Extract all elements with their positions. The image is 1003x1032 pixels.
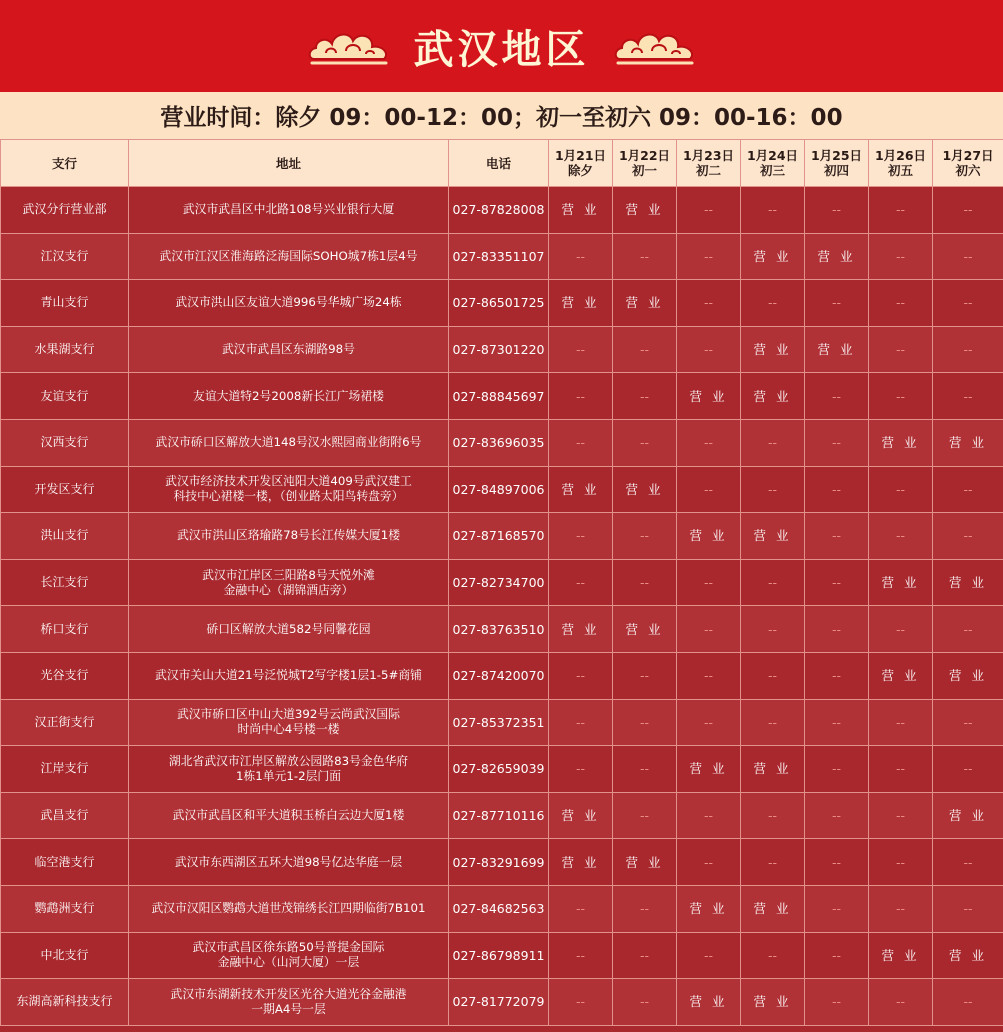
status-closed: --: [677, 419, 741, 466]
status-closed: --: [613, 233, 677, 280]
status-closed: --: [677, 792, 741, 839]
status-closed: --: [613, 932, 677, 979]
address-line: 武汉市关山大道21号泛悦城T2写字楼1层1-5#商铺: [155, 668, 422, 683]
status-closed: --: [869, 792, 933, 839]
branch-address: [129, 885, 449, 932]
status-closed: --: [805, 606, 869, 653]
status-closed: --: [677, 466, 741, 513]
address-line: 武汉市东西湖区五环大道98号亿达华庭一层: [174, 854, 403, 869]
table-row: [1, 792, 1003, 839]
status-open: 营 业: [613, 466, 677, 513]
status-closed: --: [613, 419, 677, 466]
header-day: 1月27日 初六: [933, 140, 1003, 187]
branch-name: 东湖高新科技支行: [1, 979, 129, 1026]
branch-phone: 027-83351107: [449, 233, 549, 280]
branch-phone: 027-87301220: [449, 326, 549, 373]
address-line: 武汉市武昌区东湖路98号: [222, 342, 355, 357]
status-closed: --: [933, 513, 1003, 560]
header-branch: 支行: [1, 140, 129, 187]
status-closed: --: [741, 280, 805, 327]
status-closed: --: [805, 699, 869, 746]
branch-address: [129, 746, 449, 793]
status-open: 营 业: [869, 932, 933, 979]
branch-address: [129, 792, 449, 839]
branch-name: 光谷支行: [1, 652, 129, 699]
branch-phone: 027-82659039: [449, 746, 549, 793]
status-open: 营 业: [741, 979, 805, 1026]
header-phone: 电话: [449, 140, 549, 187]
status-closed: --: [613, 979, 677, 1026]
branch-address: [129, 187, 449, 234]
status-open: 营 业: [549, 839, 613, 886]
status-closed: --: [677, 280, 741, 327]
status-closed: --: [869, 606, 933, 653]
status-open: 营 业: [549, 187, 613, 234]
status-closed: --: [869, 979, 933, 1026]
branch-phone: 027-87420070: [449, 652, 549, 699]
status-closed: --: [869, 326, 933, 373]
branch-name: 友谊支行: [1, 373, 129, 420]
header-day: 1月24日 初三: [741, 140, 805, 187]
status-closed: --: [805, 559, 869, 606]
address-line: 武汉市东湖新技术开发区光谷大道光谷金融港: [170, 986, 407, 1001]
branch-name: 临空港支行: [1, 839, 129, 886]
status-open: 营 业: [677, 746, 741, 793]
status-open: 营 业: [549, 606, 613, 653]
table-row: [1, 280, 1003, 327]
status-open: 营 业: [869, 419, 933, 466]
status-closed: --: [933, 280, 1003, 327]
branch-phone: 027-88845697: [449, 373, 549, 420]
address-line: 一期A4号一层: [251, 1001, 326, 1016]
table-row: [1, 699, 1003, 746]
status-closed: --: [933, 233, 1003, 280]
status-closed: --: [741, 932, 805, 979]
address-line: 武汉市武昌区中北路108号兴业银行大厦: [182, 202, 395, 217]
branch-phone: 027-87710116: [449, 792, 549, 839]
address-line: 湖北省武汉市江岸区解放公园路83号金色华府: [168, 753, 409, 768]
table-row: [1, 233, 1003, 280]
status-open: 营 业: [613, 839, 677, 886]
branch-address: [129, 419, 449, 466]
auspicious-cloud-left-icon: [306, 23, 392, 69]
status-closed: --: [549, 885, 613, 932]
status-open: 营 业: [869, 652, 933, 699]
status-open: 营 业: [805, 326, 869, 373]
status-closed: --: [869, 466, 933, 513]
status-open: 营 业: [741, 513, 805, 560]
branch-phone: 027-82734700: [449, 559, 549, 606]
status-closed: --: [549, 419, 613, 466]
table-row: [1, 652, 1003, 699]
status-closed: --: [549, 326, 613, 373]
table-header-row: [1, 140, 1003, 187]
address-line: 友谊大道特2号2008新长江广场裙楼: [193, 388, 384, 403]
branch-address: [129, 280, 449, 327]
address-line: 武汉市江汉区淮海路泛海国际SOHO城7栋1层4号: [159, 248, 418, 263]
status-closed: --: [677, 699, 741, 746]
branch-name: 汉西支行: [1, 419, 129, 466]
status-closed: --: [549, 233, 613, 280]
status-closed: --: [869, 187, 933, 234]
branch-name: 长江支行: [1, 559, 129, 606]
table-row: [1, 187, 1003, 234]
address-line: 武汉市硚口区中山大道392号云尚武汉国际: [176, 707, 401, 722]
address-line: 1栋1单元1-2层门面: [235, 768, 342, 783]
branch-name: 江汉支行: [1, 233, 129, 280]
status-closed: --: [933, 839, 1003, 886]
status-closed: --: [677, 233, 741, 280]
status-closed: --: [869, 280, 933, 327]
branch-phone: 027-85372351: [449, 699, 549, 746]
status-open: 营 业: [613, 280, 677, 327]
address-line: 金融中心（湖锦酒店旁）: [223, 582, 354, 597]
status-open: 营 业: [933, 932, 1003, 979]
branch-phone: 027-81772079: [449, 979, 549, 1026]
status-closed: --: [805, 466, 869, 513]
status-closed: --: [741, 652, 805, 699]
status-closed: --: [613, 746, 677, 793]
status-open: 营 业: [549, 792, 613, 839]
status-closed: --: [869, 839, 933, 886]
status-open: 营 业: [549, 466, 613, 513]
table-row: [1, 979, 1003, 1026]
branch-phone: 027-86798911: [449, 932, 549, 979]
status-closed: --: [549, 746, 613, 793]
title-row: [0, 0, 1003, 92]
status-closed: --: [741, 792, 805, 839]
status-closed: --: [549, 652, 613, 699]
status-closed: --: [613, 792, 677, 839]
branch-address: [129, 559, 449, 606]
address-line: 武汉市硚口区解放大道148号汉水熙园商业街附6号: [155, 435, 422, 450]
address-line: 武汉市洪山区珞瑜路78号长江传媒大厦1楼: [176, 528, 401, 543]
table-row: [1, 746, 1003, 793]
status-closed: --: [677, 932, 741, 979]
status-closed: --: [677, 326, 741, 373]
status-closed: --: [613, 373, 677, 420]
branch-name: 江岸支行: [1, 746, 129, 793]
address-line: 武汉市江岸区三阳路8号天悦外滩: [202, 567, 375, 582]
status-closed: --: [869, 746, 933, 793]
branch-address: [129, 513, 449, 560]
status-closed: --: [613, 559, 677, 606]
address-line: 时尚中心4号楼一楼: [237, 722, 340, 737]
table-row: [1, 466, 1003, 513]
status-open: 营 业: [741, 746, 805, 793]
status-closed: --: [869, 885, 933, 932]
status-closed: --: [805, 979, 869, 1026]
branch-address: [129, 326, 449, 373]
status-closed: --: [677, 187, 741, 234]
status-open: 营 业: [677, 885, 741, 932]
status-closed: --: [805, 652, 869, 699]
status-closed: --: [805, 419, 869, 466]
status-open: 营 业: [933, 652, 1003, 699]
status-closed: --: [805, 280, 869, 327]
branch-name: 水果湖支行: [1, 326, 129, 373]
branch-phone: 027-87828008: [449, 187, 549, 234]
status-closed: --: [613, 885, 677, 932]
branch-phone: 027-83696035: [449, 419, 549, 466]
status-closed: --: [613, 652, 677, 699]
business-hours: 营业时间：除夕 09：00-12：00；初一至初六 09：00-16：00: [0, 92, 1003, 141]
status-closed: --: [805, 932, 869, 979]
header-day: 1月21日 除夕: [549, 140, 613, 187]
status-closed: --: [933, 373, 1003, 420]
branch-address: [129, 699, 449, 746]
status-open: 营 业: [933, 559, 1003, 606]
status-closed: --: [677, 606, 741, 653]
address-line: 武汉市武昌区和平大道积玉桥白云边大厦1楼: [172, 808, 405, 823]
status-open: 营 业: [677, 373, 741, 420]
status-closed: --: [677, 559, 741, 606]
status-closed: --: [933, 466, 1003, 513]
status-closed: --: [805, 792, 869, 839]
header-day: 1月22日 初一: [613, 140, 677, 187]
branch-name: 开发区支行: [1, 466, 129, 513]
status-open: 营 业: [933, 792, 1003, 839]
branch-name: 武汉分行营业部: [1, 187, 129, 234]
status-closed: --: [613, 326, 677, 373]
table-row: [1, 932, 1003, 979]
status-closed: --: [741, 559, 805, 606]
branch-address: [129, 979, 449, 1026]
status-closed: --: [677, 839, 741, 886]
status-closed: --: [741, 839, 805, 886]
branch-address: [129, 466, 449, 513]
status-open: 营 业: [613, 187, 677, 234]
status-closed: --: [869, 513, 933, 560]
address-line: 科技中心裙楼一楼，（创业路太阳鸟转盘旁）: [173, 489, 404, 504]
header-day: 1月26日 初五: [869, 140, 933, 187]
status-closed: --: [549, 559, 613, 606]
page-title: 武汉地区: [413, 26, 590, 73]
branch-name: 鹦鹉洲支行: [1, 885, 129, 932]
branch-name: 洪山支行: [1, 513, 129, 560]
table-row: [1, 606, 1003, 653]
status-closed: --: [869, 373, 933, 420]
status-open: 营 业: [741, 233, 805, 280]
branch-name: 汉正街支行: [1, 699, 129, 746]
header-day: 1月25日 初四: [805, 140, 869, 187]
branch-address: [129, 839, 449, 886]
status-closed: --: [741, 606, 805, 653]
status-closed: --: [741, 419, 805, 466]
branch-phone: 027-87168570: [449, 513, 549, 560]
header-day: 1月23日 初二: [677, 140, 741, 187]
status-open: 营 业: [933, 419, 1003, 466]
table-row: [1, 839, 1003, 886]
status-closed: --: [805, 373, 869, 420]
branch-phone: 027-84897006: [449, 466, 549, 513]
status-closed: --: [549, 513, 613, 560]
table-row: [1, 326, 1003, 373]
status-open: 营 业: [677, 979, 741, 1026]
status-open: 营 业: [613, 606, 677, 653]
branch-phone: 027-83291699: [449, 839, 549, 886]
branch-name: 武昌支行: [1, 792, 129, 839]
status-open: 营 业: [741, 885, 805, 932]
branch-schedule-table: [0, 139, 1003, 1026]
table-body: [1, 187, 1003, 1026]
table-row: [1, 373, 1003, 420]
status-closed: --: [933, 885, 1003, 932]
branch-address: [129, 652, 449, 699]
status-closed: --: [805, 885, 869, 932]
status-closed: --: [933, 746, 1003, 793]
status-closed: --: [549, 932, 613, 979]
table-row: [1, 559, 1003, 606]
branch-address: [129, 233, 449, 280]
status-closed: --: [741, 466, 805, 513]
status-closed: --: [933, 606, 1003, 653]
auspicious-cloud-right-icon: [612, 23, 698, 69]
status-open: 营 业: [549, 280, 613, 327]
table-row: [1, 513, 1003, 560]
status-closed: --: [933, 187, 1003, 234]
status-closed: --: [869, 699, 933, 746]
branch-phone: 027-83763510: [449, 606, 549, 653]
branch-name: 桥口支行: [1, 606, 129, 653]
status-closed: --: [549, 699, 613, 746]
branch-phone: 027-84682563: [449, 885, 549, 932]
branch-name: 中北支行: [1, 932, 129, 979]
status-closed: --: [805, 839, 869, 886]
status-closed: --: [549, 979, 613, 1026]
status-closed: --: [677, 652, 741, 699]
branch-address: [129, 606, 449, 653]
status-closed: --: [613, 513, 677, 560]
status-closed: --: [805, 513, 869, 560]
address-line: 武汉市洪山区友谊大道996号华城广场24栋: [175, 295, 402, 310]
branch-name: 青山支行: [1, 280, 129, 327]
header-address: 地址: [129, 140, 449, 187]
status-closed: --: [805, 746, 869, 793]
address-line: 武汉市经济技术开发区沌阳大道409号武汉建工: [165, 474, 412, 489]
table-row: [1, 419, 1003, 466]
status-open: 营 业: [677, 513, 741, 560]
status-closed: --: [741, 699, 805, 746]
status-closed: --: [933, 326, 1003, 373]
status-open: 营 业: [741, 373, 805, 420]
address-line: 武汉市汉阳区鹦鹉大道世茂锦绣长江四期临街7B101: [151, 901, 426, 916]
status-closed: --: [869, 233, 933, 280]
address-line: 硚口区解放大道582号同馨花园: [206, 621, 371, 636]
table-row: [1, 885, 1003, 932]
branch-address: [129, 932, 449, 979]
status-closed: --: [933, 699, 1003, 746]
status-closed: --: [805, 187, 869, 234]
status-open: 营 业: [741, 326, 805, 373]
status-open: 营 业: [805, 233, 869, 280]
status-closed: --: [613, 699, 677, 746]
address-line: 金融中心（山河大厦）一层: [217, 955, 360, 970]
status-open: 营 业: [869, 559, 933, 606]
address-line: 武汉市武昌区徐东路50号普提金国际: [192, 940, 385, 955]
status-closed: --: [933, 979, 1003, 1026]
status-closed: --: [549, 373, 613, 420]
branch-phone: 027-86501725: [449, 280, 549, 327]
title-banner: [0, 0, 1003, 94]
branch-address: [129, 373, 449, 420]
status-closed: --: [741, 187, 805, 234]
